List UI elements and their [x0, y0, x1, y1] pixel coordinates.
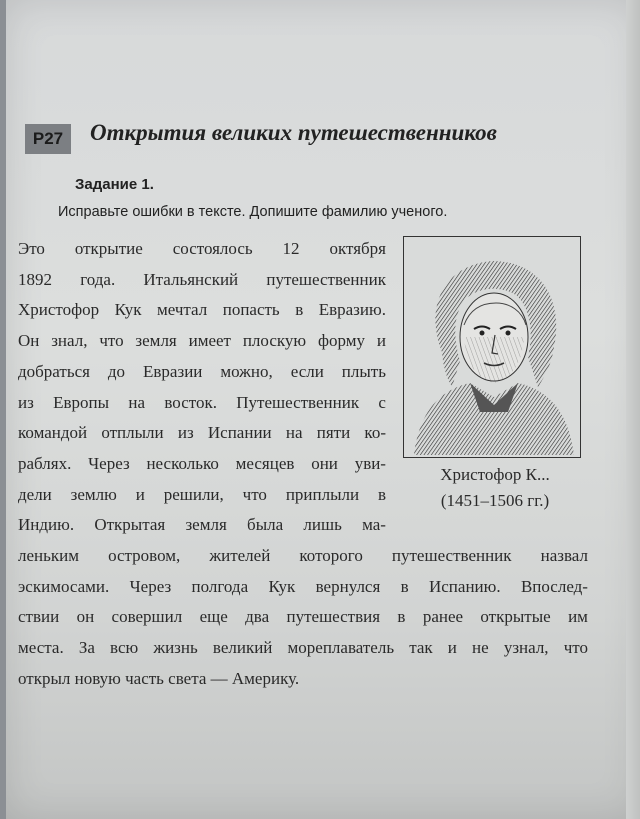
word: жителей [209, 546, 271, 566]
word: Испанию. [428, 576, 501, 596]
word: с [378, 392, 386, 412]
word: знал, [51, 331, 88, 351]
word: из [177, 423, 194, 443]
task-label: Задание 1. [75, 176, 154, 193]
word: Испании [207, 423, 272, 443]
word: дели [18, 484, 52, 504]
word: была [247, 515, 284, 535]
word: великий [212, 638, 273, 658]
word: еще [199, 607, 228, 627]
word: Он [18, 331, 40, 351]
word: вернулся [315, 576, 381, 596]
word: так [409, 638, 433, 658]
word: жизнь [153, 638, 198, 658]
word: пяти [316, 423, 351, 443]
word: всю [110, 638, 139, 658]
word: землю [70, 484, 117, 504]
text-line [18, 541, 588, 572]
word: форму [317, 331, 365, 351]
word: Это [18, 239, 45, 258]
word: добраться [18, 361, 90, 381]
word: имеет [188, 331, 231, 351]
caption-name: Христофор К... [440, 465, 550, 484]
word: если [290, 361, 324, 381]
text-line [18, 234, 386, 265]
word: не [472, 638, 489, 658]
word: им [568, 607, 588, 627]
word: что [242, 484, 267, 504]
word: отплыли [101, 423, 164, 443]
word: и [135, 484, 145, 504]
text-line [18, 480, 386, 511]
word: полгода [191, 576, 249, 596]
text-line [18, 388, 386, 419]
text-line: открыл новую часть света — Америку. [18, 668, 300, 688]
word: года. [80, 269, 116, 289]
word: эскимосами. [18, 576, 110, 596]
word: открытые [480, 607, 551, 627]
word: ранее [422, 607, 464, 627]
word: путешественник [266, 269, 386, 289]
portrait-caption [400, 462, 590, 514]
word: Европы [53, 392, 110, 412]
portrait-engraving [403, 236, 581, 458]
word: уви- [354, 453, 386, 473]
word: Кук [114, 300, 142, 320]
section-badge: P27 [25, 124, 71, 154]
word: которого [299, 546, 363, 566]
page-title: Открытия великих путешественников [90, 120, 497, 145]
word: что [99, 331, 124, 351]
word: они [311, 453, 338, 473]
word: месяцев [235, 453, 295, 473]
word: путешественник [391, 546, 512, 566]
word: раблях. [18, 453, 72, 473]
word: Впослед- [520, 576, 588, 596]
word: состоялось [172, 239, 253, 258]
word: он [76, 607, 95, 627]
word: Кук [268, 576, 296, 596]
word: восток. [164, 392, 217, 412]
word: до [107, 361, 126, 381]
word: земля [185, 515, 227, 535]
word: в [295, 300, 304, 320]
word: 12 [282, 239, 300, 258]
text-line [18, 357, 386, 388]
text-line [18, 510, 386, 541]
word: мореплаватель [287, 638, 395, 658]
word: Открытая [94, 515, 166, 535]
task-instruction: Исправьте ошибки в тексте. Допишите фамилию ученого. [58, 204, 448, 220]
word: Индию. [18, 515, 75, 535]
word: назвал [540, 546, 588, 566]
word: командой [18, 423, 88, 443]
caption-years: (1451–1506 гг.) [440, 491, 550, 510]
word: в [377, 484, 386, 504]
word: плоскую [242, 331, 307, 351]
word: Христофор [18, 300, 100, 320]
word: Путешественник [236, 392, 360, 412]
word: и [447, 638, 457, 658]
word: земля [135, 331, 177, 351]
word: За [78, 638, 95, 658]
page-edge [626, 0, 640, 819]
word: ко- [364, 423, 386, 443]
word: Евразии [143, 361, 203, 381]
word: мечтал [156, 300, 208, 320]
text-line [18, 602, 588, 633]
word: 1892 [18, 269, 52, 289]
word: попасть [222, 300, 280, 320]
word: из [18, 392, 34, 412]
word: что [563, 638, 588, 658]
text-line [18, 326, 386, 357]
text-line [18, 572, 588, 603]
word: два [245, 607, 270, 627]
word: Евразию. [318, 300, 386, 320]
word: плыть [341, 361, 386, 381]
word: в [400, 576, 409, 596]
word: можно, [220, 361, 273, 381]
word: несколько [146, 453, 219, 473]
text-line [18, 265, 386, 296]
word: Через [129, 576, 172, 596]
word: решили, [163, 484, 224, 504]
text-line [18, 633, 588, 664]
word: Итальянский [143, 269, 239, 289]
text-line [18, 449, 386, 480]
word: места. [18, 638, 64, 658]
text-line [18, 295, 386, 326]
word: островом, [108, 546, 181, 566]
word: открытие [74, 239, 143, 258]
portrait-image [404, 237, 580, 457]
word: и [376, 331, 386, 351]
word: совершил [111, 607, 183, 627]
word: ствии [18, 607, 60, 627]
word: узнал, [503, 638, 549, 658]
word: ма- [362, 515, 386, 535]
word: Через [88, 453, 130, 473]
word: в [397, 607, 406, 627]
word: на [128, 392, 146, 412]
text-line [18, 418, 386, 449]
word: приплыли [285, 484, 360, 504]
word: лишь [303, 515, 342, 535]
word: путешествия [286, 607, 381, 627]
word: октября [329, 239, 386, 258]
word: на [285, 423, 303, 443]
word: леньким [18, 546, 79, 566]
